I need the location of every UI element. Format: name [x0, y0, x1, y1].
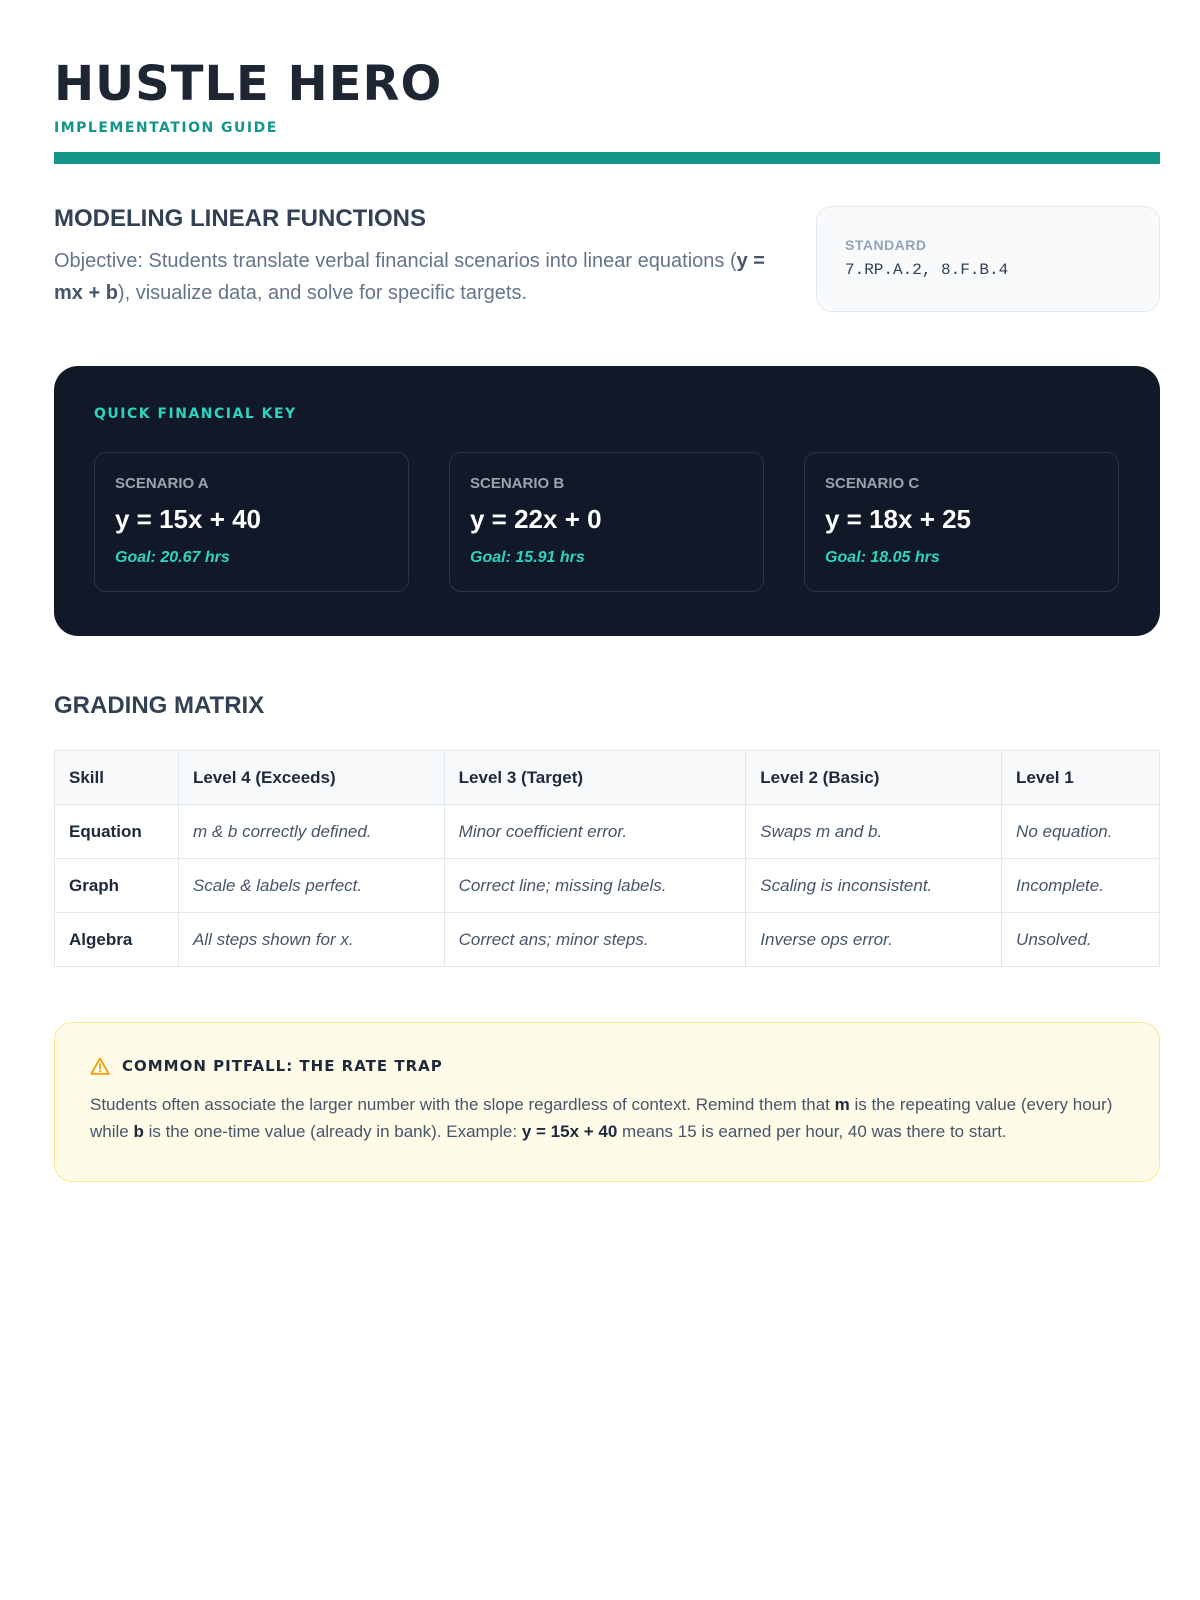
- table-cell: Inverse ops error.: [746, 913, 1002, 967]
- table-row: [55, 913, 1160, 967]
- brand-title: HUSTLE HERO: [54, 56, 443, 112]
- column-header: Skill: [55, 751, 179, 805]
- table-cell: Correct line; missing labels.: [444, 859, 746, 913]
- standard-card: [816, 206, 1160, 312]
- objective-text: [54, 245, 774, 309]
- scenario-label: SCENARIO C: [825, 475, 920, 492]
- table-cell: Scaling is inconsistent.: [746, 859, 1002, 913]
- warning-icon: [90, 1057, 110, 1075]
- pitfall-bold-example: y = 15x + 40: [521, 1122, 618, 1141]
- pitfall-text-1: Students often associate the larger number with the slope regardless of context. Remind them that: [90, 1095, 835, 1114]
- header-divider: [54, 152, 1160, 164]
- standard-codes: 7.RP.A.2, 8.F.B.4: [845, 261, 1009, 279]
- table-cell: Minor coefficient error.: [444, 805, 746, 859]
- objective-formula: y = mx + b: [54, 250, 765, 304]
- skill-cell: Equation: [55, 805, 179, 859]
- table-cell: m & b correctly defined.: [178, 805, 444, 859]
- pitfall-text-3: is the one-time value (already in bank). Example:: [143, 1122, 522, 1141]
- table-cell: Unsolved.: [1002, 913, 1160, 967]
- objective-after: ), visualize data, and solve for specific targets.: [117, 282, 528, 304]
- table-row: [55, 805, 1160, 859]
- pitfall-bold-m: m: [834, 1095, 850, 1114]
- scenario-equation: y = 18x + 25: [825, 504, 972, 534]
- financial-key-panel: [54, 366, 1160, 636]
- standard-label: STANDARD: [845, 237, 927, 253]
- table-cell: No equation.: [1002, 805, 1160, 859]
- column-header: Level 1: [1002, 751, 1160, 805]
- table-cell: Correct ans; minor steps.: [444, 913, 746, 967]
- scenario-label: SCENARIO B: [470, 475, 565, 492]
- scenario-list: [94, 452, 1120, 592]
- table-cell: All steps shown for x.: [178, 913, 444, 967]
- table-cell: Incomplete.: [1002, 859, 1160, 913]
- table-header-row: [55, 751, 1160, 805]
- column-header: Level 3 (Target): [444, 751, 746, 805]
- objective-before: Objective: Students translate verbal financial scenarios into linear equations (: [54, 250, 737, 272]
- scenario-card-b: [449, 452, 764, 592]
- grading-matrix-table: [54, 750, 1160, 967]
- column-header: Level 4 (Exceeds): [178, 751, 444, 805]
- financial-key-title: QUICK FINANCIAL KEY: [94, 406, 297, 422]
- table-row: [55, 859, 1160, 913]
- pitfall-bold-b: b: [133, 1122, 144, 1141]
- column-header: Level 2 (Basic): [746, 751, 1002, 805]
- pitfall-title: COMMON PITFALL: THE RATE TRAP: [122, 1057, 443, 1075]
- skill-cell: Graph: [55, 859, 179, 913]
- scenario-card-a: [94, 452, 409, 592]
- skill-cell: Algebra: [55, 913, 179, 967]
- guide-subtitle: IMPLEMENTATION GUIDE: [54, 120, 278, 136]
- scenario-equation: y = 22x + 0: [470, 504, 602, 534]
- scenario-goal: Goal: 18.05 hrs: [825, 549, 940, 566]
- page-header: [54, 56, 1160, 136]
- intro-section: [54, 205, 774, 309]
- pitfall-callout: [54, 1022, 1160, 1182]
- scenario-goal: Goal: 15.91 hrs: [470, 549, 585, 566]
- scenario-label: SCENARIO A: [115, 475, 209, 492]
- pitfall-text-4: means 15 is earned per hour, 40 was there to start.: [617, 1122, 1007, 1141]
- pitfall-text: [90, 1091, 1124, 1145]
- scenario-card-c: [804, 452, 1119, 592]
- pitfall-text-2: is the repeating value (every hour) while: [90, 1095, 1113, 1141]
- grading-matrix-title: GRADING MATRIX: [54, 692, 265, 719]
- table-cell: Scale & labels perfect.: [178, 859, 444, 913]
- pitfall-header: [90, 1057, 1124, 1075]
- table-cell: Swaps m and b.: [746, 805, 1002, 859]
- scenario-goal: Goal: 20.67 hrs: [115, 549, 230, 566]
- scenario-equation: y = 15x + 40: [115, 504, 262, 534]
- lesson-title: MODELING LINEAR FUNCTIONS: [54, 205, 426, 232]
